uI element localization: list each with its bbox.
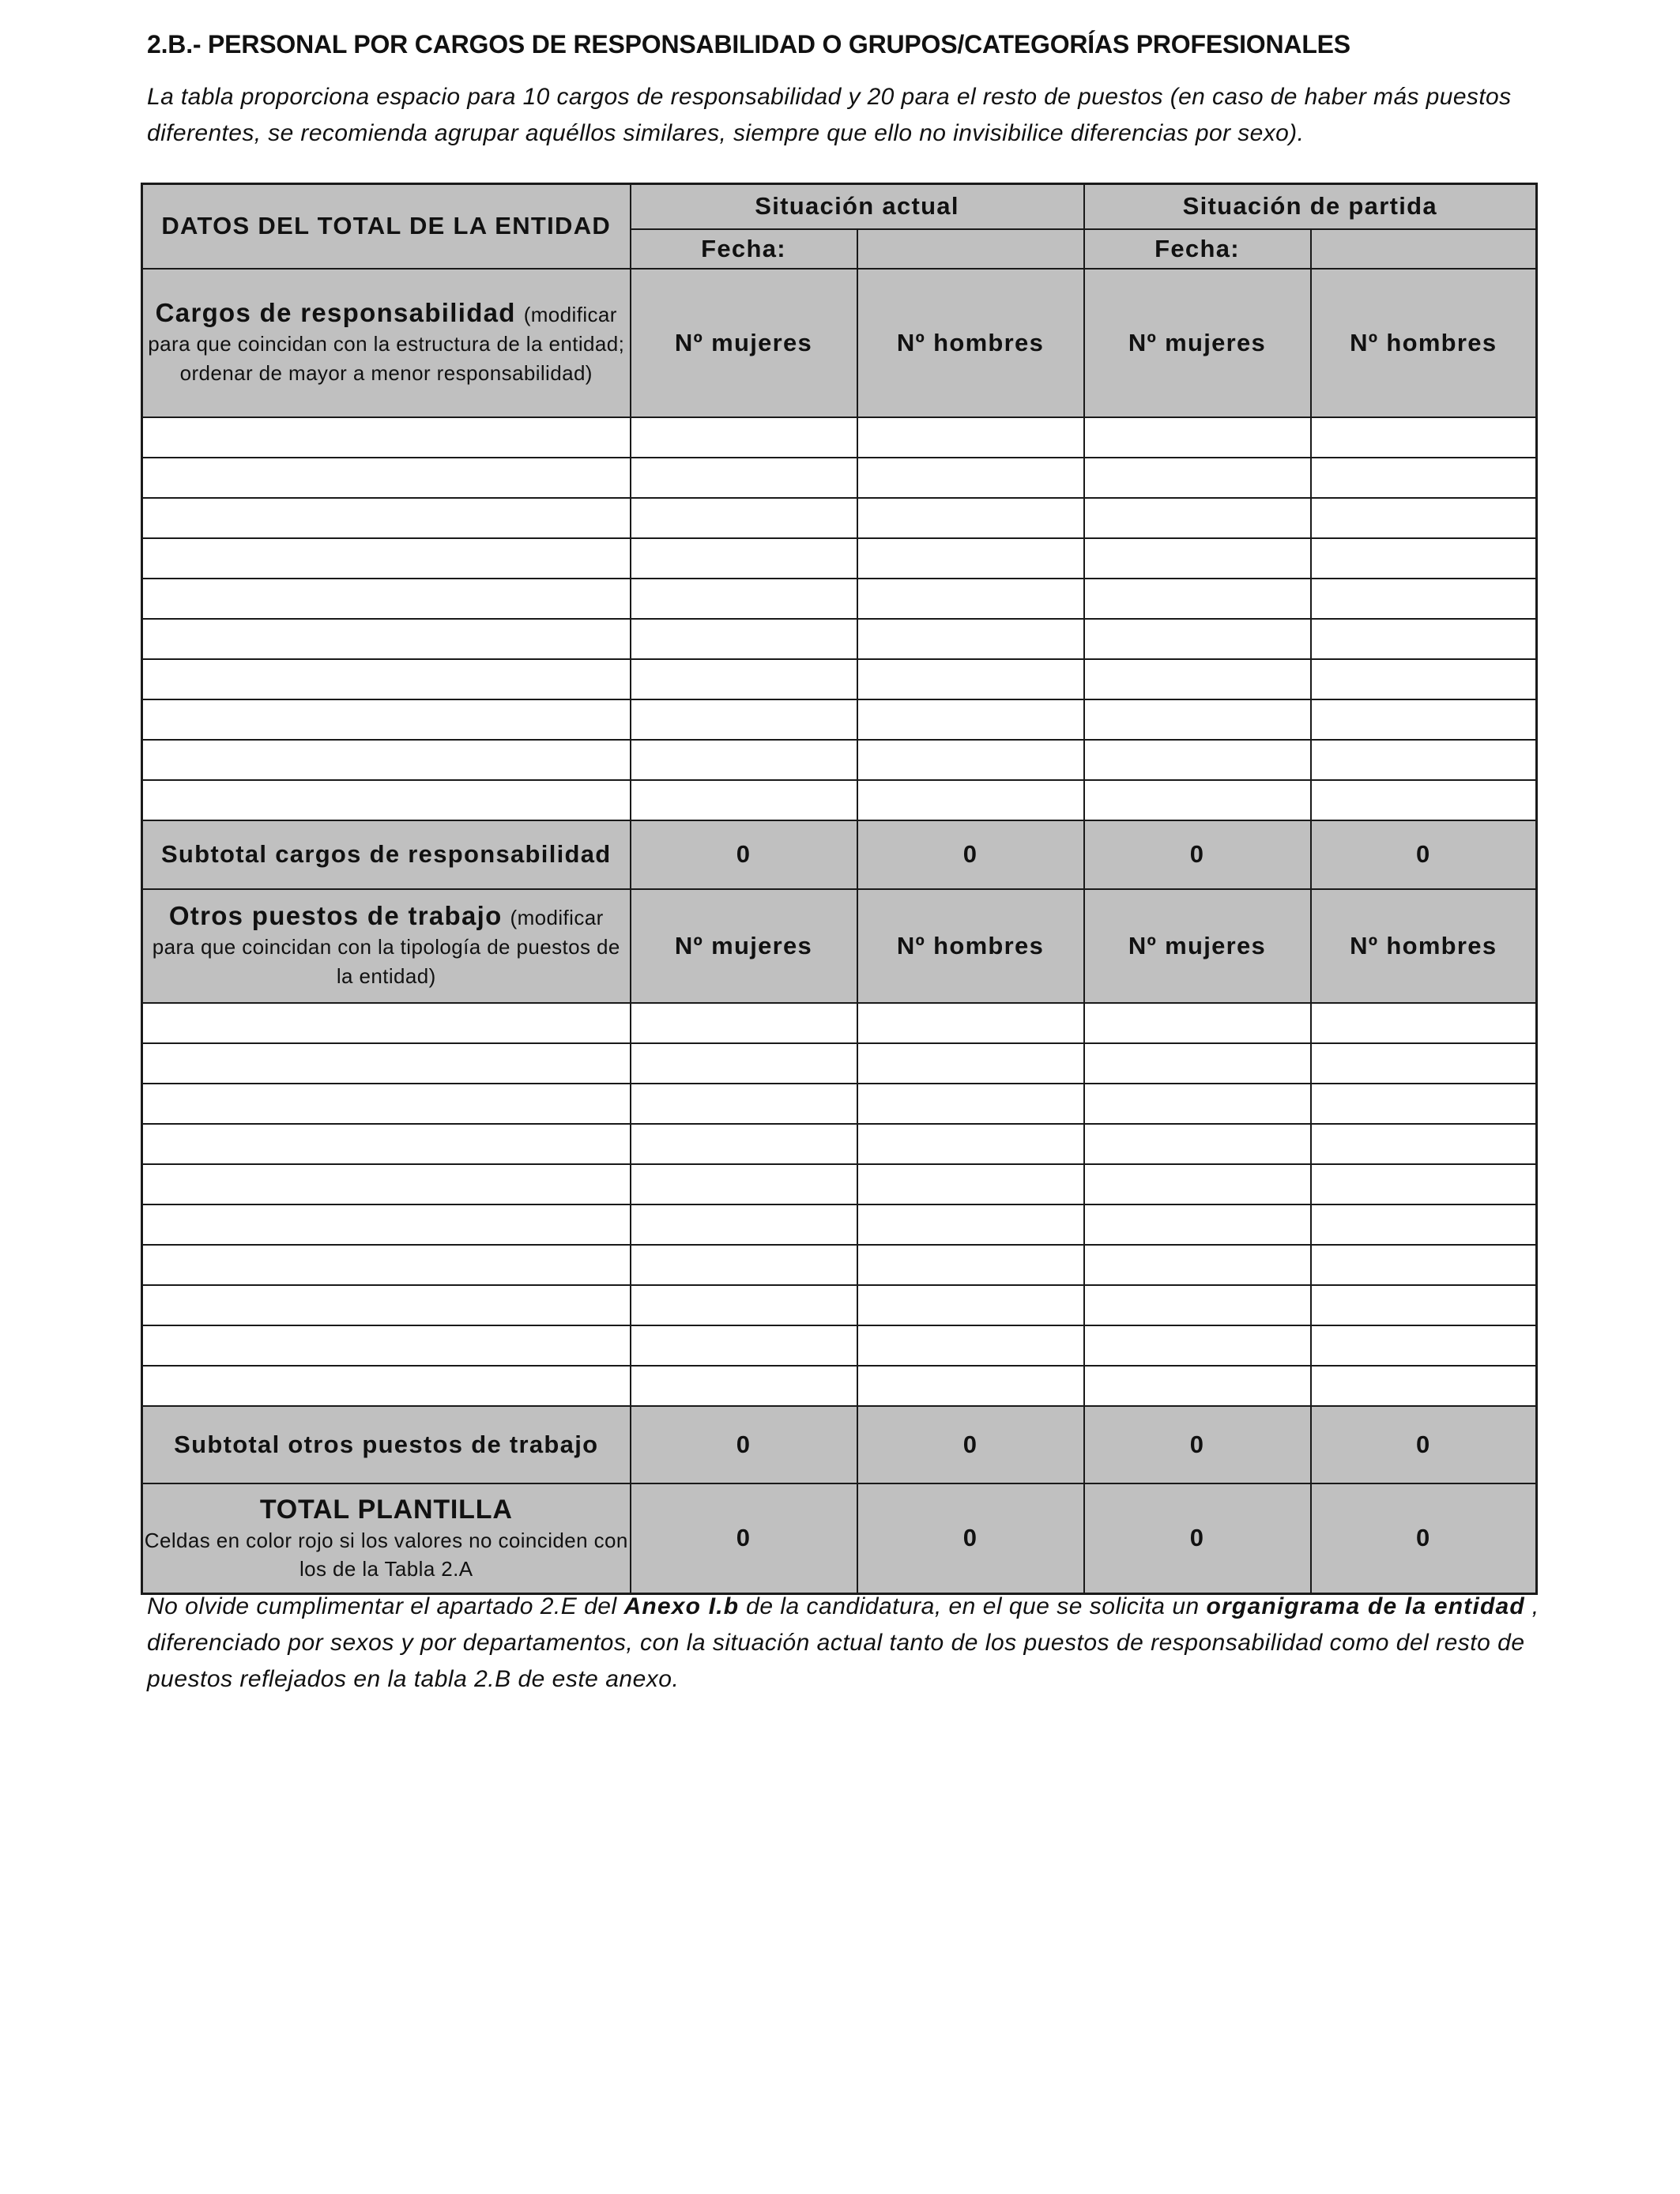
value-cell[interactable] (857, 699, 1084, 740)
puesto-name-cell[interactable] (142, 1124, 631, 1164)
value-cell[interactable] (631, 1325, 857, 1366)
intro-paragraph: La tabla proporciona espacio para 10 cargos de responsabilidad y 20 para el resto de puestos (en caso de haber más puestos diferentes, se recomienda agrupar aquéllos similares, siempre que ello no invisibilice diferencias por sexo). (147, 84, 1512, 146)
value-cell[interactable] (1311, 659, 1537, 699)
cargos-row (142, 579, 1537, 619)
cargo-name-cell[interactable] (142, 659, 631, 699)
footer-note-part3: , diferenciado por sexos y por departamentos, con la situación actual tanto de los puestos de responsabilidad como del resto de puestos reflejados en la tabla 2.B de este anexo. (147, 1593, 1539, 1692)
value-cell[interactable] (857, 1124, 1084, 1164)
otros-row (142, 1003, 1537, 1043)
value-cell[interactable] (857, 538, 1084, 579)
subtotal-otros-value: 0 (631, 1406, 857, 1483)
fecha-label-actual: Fecha: (631, 229, 857, 269)
total-plantilla-value: 0 (1311, 1483, 1537, 1594)
value-cell[interactable] (631, 1366, 857, 1406)
otros-title: Otros puestos de trabajo (168, 900, 503, 930)
value-cell[interactable] (1311, 1325, 1537, 1366)
value-cell[interactable] (1311, 1124, 1537, 1164)
otros-row (142, 1043, 1537, 1084)
value-cell[interactable] (1084, 699, 1311, 740)
otros-row (142, 1084, 1537, 1124)
header-row-titles (142, 184, 1537, 229)
cargo-name-cell[interactable] (142, 780, 631, 820)
value-cell[interactable] (631, 780, 857, 820)
value-cell[interactable] (1311, 619, 1537, 659)
col-hombres-actual: Nº hombres (857, 269, 1084, 417)
subtotal-cargos-value: 0 (1084, 820, 1311, 889)
staff-table (141, 183, 1538, 1595)
value-cell[interactable] (857, 659, 1084, 699)
value-cell[interactable] (1084, 659, 1311, 699)
value-cell[interactable] (1084, 740, 1311, 780)
value-cell[interactable] (857, 1043, 1084, 1084)
cargos-row (142, 417, 1537, 458)
value-cell[interactable] (1311, 1366, 1537, 1406)
subtotal-otros-row (142, 1406, 1537, 1483)
cargos-row (142, 659, 1537, 699)
situacion-actual-header: Situación actual (631, 184, 1084, 229)
value-cell[interactable] (1311, 740, 1537, 780)
total-plantilla-value: 0 (631, 1483, 857, 1594)
value-cell[interactable] (857, 458, 1084, 498)
value-cell[interactable] (631, 538, 857, 579)
value-cell[interactable] (1084, 780, 1311, 820)
value-cell[interactable] (1311, 458, 1537, 498)
value-cell[interactable] (1084, 498, 1311, 538)
footer-note (147, 1589, 1554, 1698)
cargo-name-cell[interactable] (142, 498, 631, 538)
value-cell[interactable] (631, 1164, 857, 1204)
subtotal-otros-value: 0 (857, 1406, 1084, 1483)
value-cell[interactable] (631, 740, 857, 780)
value-cell[interactable] (1084, 417, 1311, 458)
value-cell[interactable] (1084, 1285, 1311, 1325)
otros-note-inline: (modificar (510, 905, 604, 929)
value-cell[interactable] (631, 1003, 857, 1043)
otros-note: para que coincidan con la tipología de puestos de la entidad) (152, 934, 620, 988)
subtotal-otros-value: 0 (1311, 1406, 1537, 1483)
total-plantilla-title: TOTAL PLANTILLA (259, 1495, 513, 1525)
value-cell[interactable] (1311, 538, 1537, 579)
cargos-row (142, 619, 1537, 659)
value-cell[interactable] (1311, 1204, 1537, 1245)
col-mujeres-actual: Nº mujeres (631, 889, 857, 1003)
cargo-name-cell[interactable] (142, 458, 631, 498)
subtotal-otros-label: Subtotal otros puestos de trabajo (142, 1406, 631, 1483)
value-cell[interactable] (631, 417, 857, 458)
value-cell[interactable] (1084, 1245, 1311, 1285)
value-cell[interactable] (857, 1245, 1084, 1285)
value-cell[interactable] (631, 1124, 857, 1164)
value-cell[interactable] (1084, 619, 1311, 659)
otros-row (142, 1285, 1537, 1325)
value-cell[interactable] (631, 1043, 857, 1084)
col-hombres-actual: Nº hombres (857, 889, 1084, 1003)
value-cell[interactable] (1084, 1043, 1311, 1084)
footer-note-part2: de la candidatura, en el que se solicita un (739, 1593, 1207, 1619)
col-hombres-partida: Nº hombres (1311, 889, 1537, 1003)
value-cell[interactable] (1084, 1084, 1311, 1124)
value-cell[interactable] (1311, 417, 1537, 458)
puesto-name-cell[interactable] (142, 1043, 631, 1084)
value-cell[interactable] (857, 1084, 1084, 1124)
section-heading: 2.B.- PERSONAL POR CARGOS DE RESPONSABILIDAD O GRUPOS/CATEGORÍAS PROFESIONALES (147, 30, 1350, 58)
subtotal-cargos-value: 0 (857, 820, 1084, 889)
cargo-name-cell[interactable] (142, 579, 631, 619)
puesto-name-cell[interactable] (142, 1285, 631, 1325)
value-cell[interactable] (857, 1325, 1084, 1366)
cargos-row (142, 538, 1537, 579)
value-cell[interactable] (1311, 579, 1537, 619)
value-cell[interactable] (857, 1285, 1084, 1325)
fecha-label-partida: Fecha: (1084, 229, 1311, 269)
cargos-row (142, 740, 1537, 780)
value-cell[interactable] (631, 1245, 857, 1285)
datos-total-header: DATOS DEL TOTAL DE LA ENTIDAD (142, 184, 631, 269)
value-cell[interactable] (631, 619, 857, 659)
value-cell[interactable] (1084, 579, 1311, 619)
col-hombres-partida: Nº hombres (1311, 269, 1537, 417)
cargo-name-cell[interactable] (142, 619, 631, 659)
otros-label-cell (142, 889, 631, 1003)
value-cell[interactable] (857, 417, 1084, 458)
value-cell[interactable] (1084, 1124, 1311, 1164)
cargos-note-inline: (modificar (523, 302, 617, 326)
value-cell[interactable] (857, 498, 1084, 538)
value-cell[interactable] (857, 1366, 1084, 1406)
value-cell[interactable] (1311, 780, 1537, 820)
cargos-row (142, 780, 1537, 820)
col-mujeres-actual: Nº mujeres (631, 269, 857, 417)
cargo-name-cell[interactable] (142, 699, 631, 740)
value-cell[interactable] (857, 740, 1084, 780)
value-cell[interactable] (857, 619, 1084, 659)
fecha-value-partida[interactable] (1311, 229, 1537, 269)
puesto-name-cell[interactable] (142, 1164, 631, 1204)
total-plantilla-note: Celdas en color rojo si los valores no coinciden con los de la Tabla 2.A (144, 1529, 628, 1581)
value-cell[interactable] (631, 458, 857, 498)
value-cell[interactable] (1311, 1084, 1537, 1124)
value-cell[interactable] (1084, 538, 1311, 579)
value-cell[interactable] (631, 579, 857, 619)
cargos-row (142, 699, 1537, 740)
value-cell[interactable] (857, 1003, 1084, 1043)
cargo-name-cell[interactable] (142, 417, 631, 458)
footer-note-part1: No olvide cumplimentar el apartado 2.E del (147, 1593, 624, 1619)
total-plantilla-row (142, 1483, 1537, 1594)
value-cell[interactable] (631, 1204, 857, 1245)
puesto-name-cell[interactable] (142, 1245, 631, 1285)
cargo-name-cell[interactable] (142, 538, 631, 579)
cargos-header-row (142, 269, 1537, 417)
fecha-value-actual[interactable] (857, 229, 1084, 269)
puesto-name-cell[interactable] (142, 1204, 631, 1245)
subtotal-otros-value: 0 (1084, 1406, 1311, 1483)
value-cell[interactable] (857, 780, 1084, 820)
otros-row (142, 1366, 1537, 1406)
cargos-row (142, 498, 1537, 538)
value-cell[interactable] (631, 498, 857, 538)
value-cell[interactable] (1084, 1003, 1311, 1043)
total-plantilla-label-cell (142, 1483, 631, 1594)
subtotal-cargos-value: 0 (1311, 820, 1537, 889)
subtotal-cargos-value: 0 (631, 820, 857, 889)
cargos-title: Cargos de responsabilidad (155, 297, 516, 327)
value-cell[interactable] (857, 1204, 1084, 1245)
value-cell[interactable] (1311, 1285, 1537, 1325)
puesto-name-cell[interactable] (142, 1084, 631, 1124)
value-cell[interactable] (1311, 1164, 1537, 1204)
value-cell[interactable] (857, 579, 1084, 619)
otros-row (142, 1245, 1537, 1285)
value-cell[interactable] (1311, 1245, 1537, 1285)
puesto-name-cell[interactable] (142, 1366, 631, 1406)
otros-row (142, 1204, 1537, 1245)
cargos-label-cell (142, 269, 631, 417)
otros-row (142, 1325, 1537, 1366)
col-mujeres-partida: Nº mujeres (1084, 269, 1311, 417)
otros-header-row (142, 889, 1537, 1003)
footer-note-annex-ref: Anexo I.b (623, 1593, 740, 1619)
value-cell[interactable] (631, 699, 857, 740)
puesto-name-cell[interactable] (142, 1325, 631, 1366)
value-cell[interactable] (1084, 1325, 1311, 1366)
situacion-partida-header: Situación de partida (1084, 184, 1537, 229)
subtotal-cargos-row (142, 820, 1537, 889)
total-plantilla-value: 0 (857, 1483, 1084, 1594)
value-cell[interactable] (631, 1285, 857, 1325)
footer-note-organigrama: organigrama de la entidad (1206, 1593, 1525, 1619)
value-cell[interactable] (1311, 1043, 1537, 1084)
subtotal-cargos-label: Subtotal cargos de responsabilidad (142, 820, 631, 889)
value-cell[interactable] (1311, 498, 1537, 538)
col-mujeres-partida: Nº mujeres (1084, 889, 1311, 1003)
value-cell[interactable] (631, 1084, 857, 1124)
value-cell[interactable] (1084, 1204, 1311, 1245)
value-cell[interactable] (1084, 458, 1311, 498)
cargos-row (142, 458, 1537, 498)
cargo-name-cell[interactable] (142, 740, 631, 780)
value-cell[interactable] (1084, 1366, 1311, 1406)
cargos-note: para que coincidan con la estructura de la entidad; ordenar de mayor a menor responsabilidad) (148, 331, 625, 385)
value-cell[interactable] (1311, 699, 1537, 740)
otros-row (142, 1124, 1537, 1164)
total-plantilla-value: 0 (1084, 1483, 1311, 1594)
otros-row (142, 1164, 1537, 1204)
puesto-name-cell[interactable] (142, 1003, 631, 1043)
value-cell[interactable] (1084, 1164, 1311, 1204)
value-cell[interactable] (631, 659, 857, 699)
value-cell[interactable] (857, 1164, 1084, 1204)
value-cell[interactable] (1311, 1003, 1537, 1043)
